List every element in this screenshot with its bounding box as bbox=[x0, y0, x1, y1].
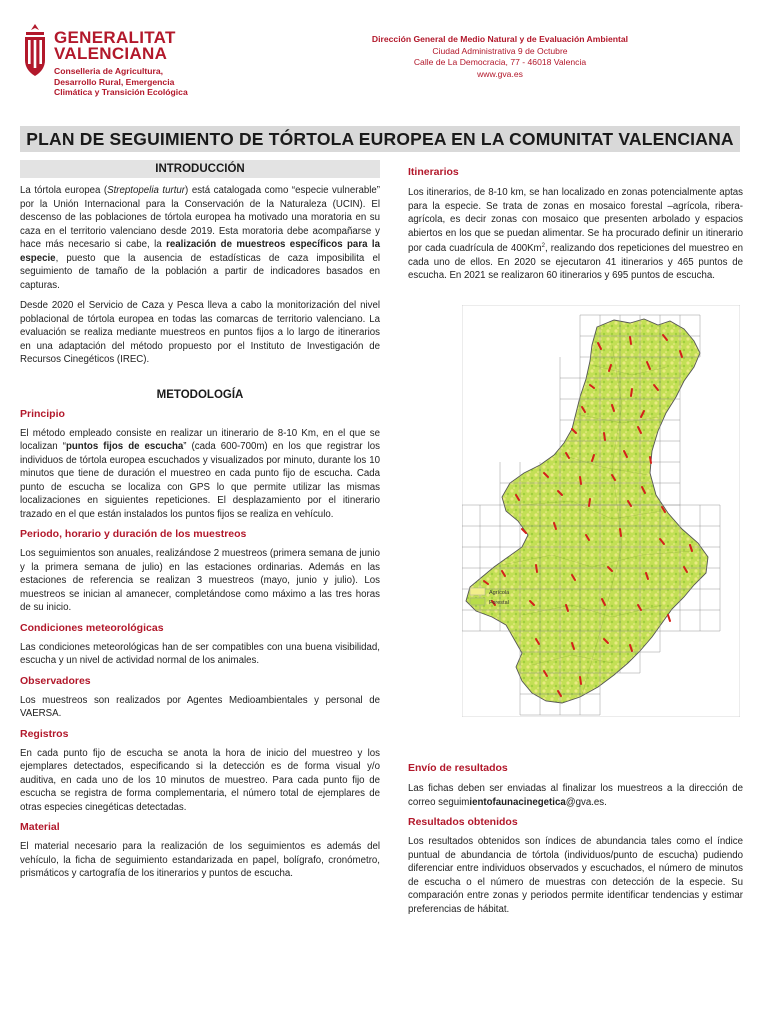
species-name: Streptopelia turtur bbox=[107, 185, 186, 196]
institution-address bbox=[330, 34, 670, 80]
principio-heading: Principio bbox=[20, 407, 65, 420]
institution-web: www.gva.es bbox=[477, 68, 523, 79]
observadores-text: Los muestreos son realizados por Agentes Medioambientales y personal de VAERSA. bbox=[20, 694, 380, 719]
condiciones-heading: Condiciones meteorológicas bbox=[20, 621, 164, 634]
registros-heading: Registros bbox=[20, 727, 69, 740]
legend-label-forestal: Forestal bbox=[489, 600, 509, 606]
page-title: PLAN DE SEGUIMIENTO DE TÓRTOLA EUROPEA EN LA COMUNITAT VALENCIANA bbox=[26, 129, 734, 149]
itinerarios-heading: Itinerarios bbox=[408, 166, 459, 178]
resultados-text: Los resultados obtenidos son índices de abundancia tales como el índice puntual de abundancia de tórtola (individuos/punto de escucha) pudiendo diferenciar entre individuos observados y escuchados, el número de minutos de escucha o el número de muestras con detección de la especie. Su comparación entre zonas y periodos permite identificar tendencias y estimar preferencias de hábitat. bbox=[408, 836, 743, 915]
intro-paragraph-1: La tórtola europea (Streptopelia turtur) está catalogada como “especie vulnerable” por la Unión Internacional para la Conservación de la Naturaleza (UCIN). El descenso de las poblaciones de tórtola europea ha motivado una moratoria en su caza en el territorio valenciano desde 2019. Esta moratoria debe acompañarse y hace más necesario si cabe, la realización de muestreos específicos para la especie, puesto que la ausencia de estadísticas de caza imposibilita el seguimiento de tamaño de la población a partir de indicadores basados en capturas. bbox=[20, 185, 380, 291]
legend-swatch-agricola bbox=[470, 588, 485, 595]
condiciones-text: Las condiciones meteorológicas han de ser compatibles con una buena visibilidad, escucha y un nivel de actividad normal de los animales. bbox=[20, 641, 380, 666]
brand-name: GENERALITAT VALENCIANA bbox=[54, 28, 176, 63]
legend-swatch-forestal bbox=[470, 598, 485, 605]
generalitat-logo bbox=[22, 22, 192, 107]
page-title-bar bbox=[20, 126, 740, 152]
metodologia-heading: METODOLOGÍA bbox=[156, 388, 244, 401]
periodo-heading: Periodo, horario y duración de los muestreos bbox=[20, 528, 247, 540]
email-address: ientofaunacinegetica bbox=[469, 796, 566, 808]
material-heading: Material bbox=[20, 821, 60, 833]
right-column-bottom bbox=[408, 762, 743, 916]
material-text: El material necesario para la realización de los seguimientos es además del vehículo, la ficha de seguimiento estandarizada en papel, bolígrafo, cronómetro, prismáticos y cartografía de los itinerarios y puntos de escucha. bbox=[20, 841, 380, 879]
envio-text: Las fichas deben ser enviadas al finalizar los muestreos a la dirección de correo seguimientofaunacinegetica@gva.es. bbox=[408, 783, 743, 808]
institution-building: Ciudad Administrativa 9 de Octubre bbox=[432, 45, 568, 56]
periodo-text: Los seguimientos son anuales, realizándose 2 muestreos (primera semana de junio y la primera semana de julio) en las estaciones ordinarias. Además en las estaciones de referencia se realizan 3 muestreos (mayo, junio y julio). Los muestreos se inician al amanecer, completándose como máximo a las tres horas de su inicio. bbox=[20, 548, 380, 613]
right-column-top bbox=[408, 166, 743, 283]
intro-paragraph-2: Desde 2020 el Servicio de Caza y Pesca lleva a cabo la monitorización del nivel poblacional de tórtola europea en todas las comarcas de territorio valenciano. La evaluación se realiza mediante muestreos en puntos fijos a lo largo de itinerarios en una adaptación del método propuesto por el Instituto de Investigación de Recursos Cinegéticos (IREC). bbox=[20, 300, 380, 365]
principio-text: El método empleado consiste en realizar un itinerario de 8-10 Km, en el que se localizan “puntos fijos de escucha” (cada 600-700m) en los que registrar los individuos de tórtola europea escuchados y visualizados por minuto, durante los 10 minutos que tiene de duración el muestreo en cada punto fijo de escucha. Cada punto de escucha se localiza con GPS lo que permite utilizar las mismas localizaciones en siguientes repeticiones. El desplazamiento por el itinerario trazado en el que están instalados los puntos fijos se realiza en vehículo. bbox=[20, 427, 380, 520]
registros-text: En cada punto fijo de escucha se anota la hora de inicio del muestreo y los ejemplares detectados, especificando si la detección es de forma visual y/o auditiva, en cada uno de los 10 minutos de muestreo. Para cada punto fijo de escucha se registra de forma complementaria, el número total de ejemplares de otras especies cinegéticas detectadas. bbox=[20, 747, 380, 813]
resultados-heading: Resultados obtenidos bbox=[408, 816, 518, 828]
survey-itineraries-map bbox=[462, 305, 740, 717]
itinerarios-text: Los itinerarios, de 8-10 km, se han localizado en zonas potencialmente aptas para la especie. Se trata de zonas en mosaico forestal –agrícola, ribera-agrícola, es decir zonas con mosaico que presenten arbolado y espacios abiertos en los que se puedan alimentar. Se ha procurado definir un itinerario por cada cuadrícula de 400Km$^2$, realizando dos repeticiones del muestreo en cada uno de ellos. En 2020 se ejecutaron 41 itinerarios y 465 puntos de escucha. En 2021 se realizaron 60 itinerarios y 695 puntos de escucha. bbox=[408, 187, 743, 282]
envio-heading: Envío de resultados bbox=[408, 762, 508, 774]
observadores-heading: Observadores bbox=[20, 674, 91, 687]
legend-label-agricola: Agrícola bbox=[489, 590, 510, 596]
institution-street: Calle de La Democracia, 77 - 46018 Valencia bbox=[413, 57, 587, 67]
left-column bbox=[20, 160, 380, 881]
department-name: Conselleria de Agricultura, Desarrollo Rural, Emergencia Climática y Transición Ecológica bbox=[54, 66, 188, 97]
intro-heading: INTRODUCCIÓN bbox=[20, 160, 380, 178]
coat-of-arms-icon bbox=[22, 22, 48, 78]
institution-name: Dirección General de Medio Natural y de Evaluación Ambiental bbox=[371, 34, 629, 44]
